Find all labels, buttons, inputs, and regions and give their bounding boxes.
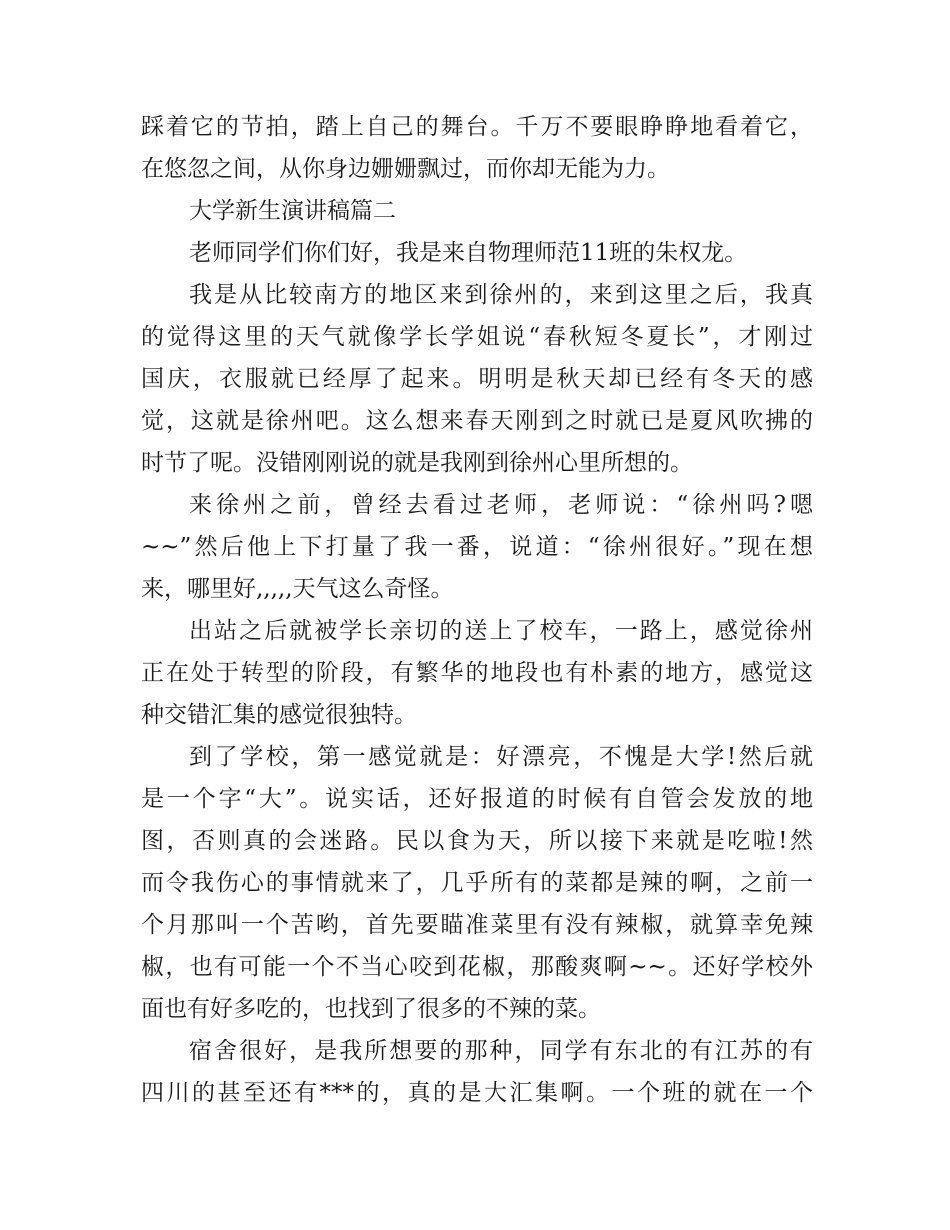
text-line: 是一个字“大”。说实话，还好报道的时候有自管会发放的地 xyxy=(141,786,813,812)
section-heading: 大学新生演讲稿篇二 xyxy=(189,198,396,224)
text-line: 而令我伤心的事情就来了，几乎所有的菜都是辣的啊，之前一 xyxy=(141,870,813,896)
text-line: 觉，这就是徐州吧。这么想来春天刚到之时就已是夏风吹拂的 xyxy=(141,408,813,434)
text-line: 个月那叫一个苦哟，首先要瞄准菜里有没有辣椒，就算幸免辣 xyxy=(141,912,813,938)
text-line: 踩着它的节拍，踏上自己的舞台。千万不要眼睁睁地看着它， xyxy=(141,114,813,140)
document-body xyxy=(141,106,813,1114)
text-line: 出站之后就被学长亲切的送上了校车，一路上，感觉徐州 xyxy=(189,618,813,644)
text-line: 四川的甚至还有***的，真的是大汇集啊。一个班的就在一个 xyxy=(141,1080,813,1106)
text-line: 图，否则真的会迷路。民以食为天，所以接下来就是吃啦!然 xyxy=(141,828,813,854)
text-line: 我是从比较南方的地区来到徐州的，来到这里之后，我真 xyxy=(189,282,813,308)
text-line: 来，哪里好,,,,,天气这么奇怪。 xyxy=(141,576,454,602)
text-line: 面也有好多吃的，也找到了很多的不辣的菜。 xyxy=(141,996,601,1022)
text-line: 国庆，衣服就已经厚了起来。明明是秋天却已经有冬天的感 xyxy=(141,366,813,392)
text-line: 时节了呢。没错刚刚说的就是我刚到徐州心里所想的。 xyxy=(141,450,693,476)
text-line: 的觉得这里的天气就像学长学姐说“春秋短冬夏长”，才刚过 xyxy=(141,324,813,350)
text-line: 到了学校，第一感觉就是：好漂亮，不愧是大学!然后就 xyxy=(189,744,813,770)
text-line: 种交错汇集的感觉很独特。 xyxy=(141,702,417,728)
text-line: 宿舍很好，是我所想要的那种，同学有东北的有江苏的有 xyxy=(189,1038,813,1064)
text-line: 在悠忽之间，从你身边姗姗飘过，而你却无能为力。 xyxy=(141,156,670,182)
text-line: 老师同学们你们好，我是来自物理师范11班的朱权龙。 xyxy=(189,240,748,266)
text-line: 来徐州之前，曾经去看过老师，老师说：“徐州吗?嗯 xyxy=(189,492,813,518)
text-line: 椒，也有可能一个不当心咬到花椒，那酸爽啊~~。还好学校外 xyxy=(141,954,813,980)
text-line: 正在处于转型的阶段，有繁华的地段也有朴素的地方，感觉这 xyxy=(141,660,813,686)
text-line: ~~”然后他上下打量了我一番，说道：“徐州很好。”现在想 xyxy=(141,534,813,560)
